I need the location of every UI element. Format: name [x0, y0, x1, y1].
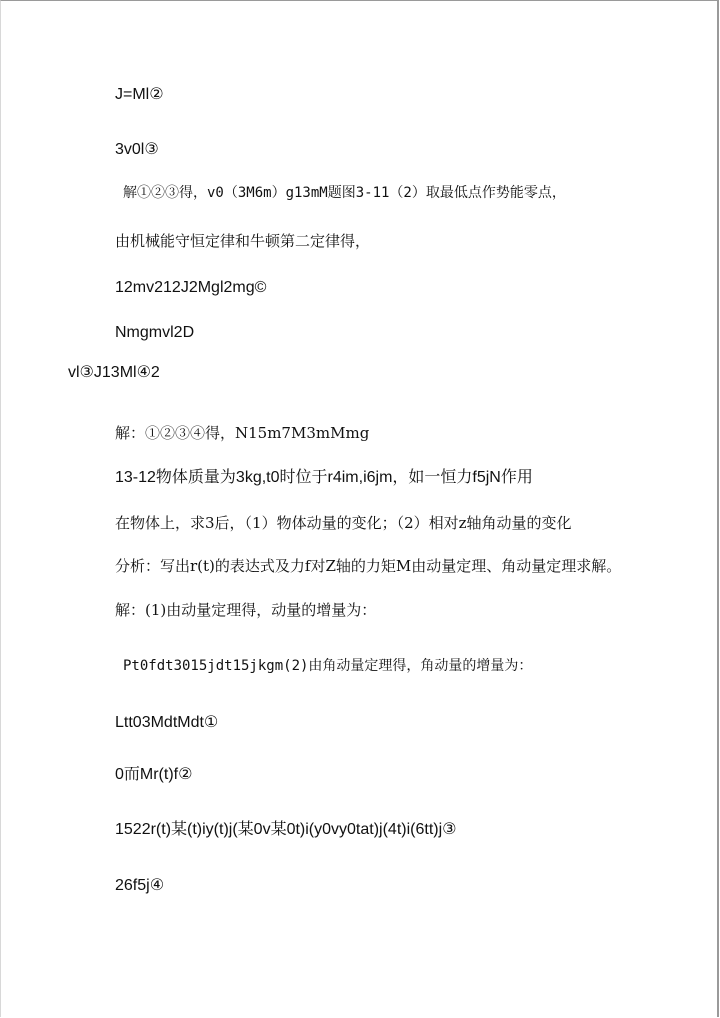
- analysis-line: 分析：写出r(t)的表达式及力f对Z轴的力矩M由动量定理、角动量定理求解。: [115, 557, 622, 575]
- solution-line-1: 解①②③得，v0（3M6m）g13mM题图3-11（2）取最低点作势能零点，: [123, 185, 566, 201]
- text-line-1: 由机械能守恒定律和牛顿第二定律得，: [115, 232, 371, 250]
- equation-line-4: Nmgmvl2D: [115, 324, 195, 341]
- problem-line-2: 在物体上，求3后，（1）物体动量的变化；（2）相对z轴角动量的变化: [115, 514, 572, 532]
- equation-line-2: 3v0l③: [115, 141, 159, 158]
- problem-line-1: 13-12物体质量为3kg,t0时位于r4im,i6jm，如一恒力f5jN作用: [115, 469, 533, 486]
- equation-line-9: 26f5j④: [115, 877, 165, 894]
- equation-line-8: 1522r(t)某(t)iy(t)j(某0v某0t)i(y0vy0tat)j(4t)i(6tt)j③: [115, 821, 457, 838]
- equation-line-5: vl③J13Ml④2: [68, 364, 160, 381]
- solution-line-3: 解：(1)由动量定理得，动量的增量为：: [115, 601, 377, 619]
- solution-line-4: Pt0fdt3015jdt15jkgm(2)由角动量定理得，角动量的增量为：: [123, 658, 533, 674]
- solution-line-2: 解：①②③④得，N15m7M3mMmg: [115, 424, 370, 442]
- equation-line-7: 0而Mr(t)f②: [115, 766, 193, 783]
- equation-line-6: Ltt03MdtMdt①: [115, 714, 219, 731]
- equation-line-3: 12mv212J2Mgl2mg©: [115, 279, 267, 296]
- equation-line-1: J=Ml②: [115, 86, 164, 103]
